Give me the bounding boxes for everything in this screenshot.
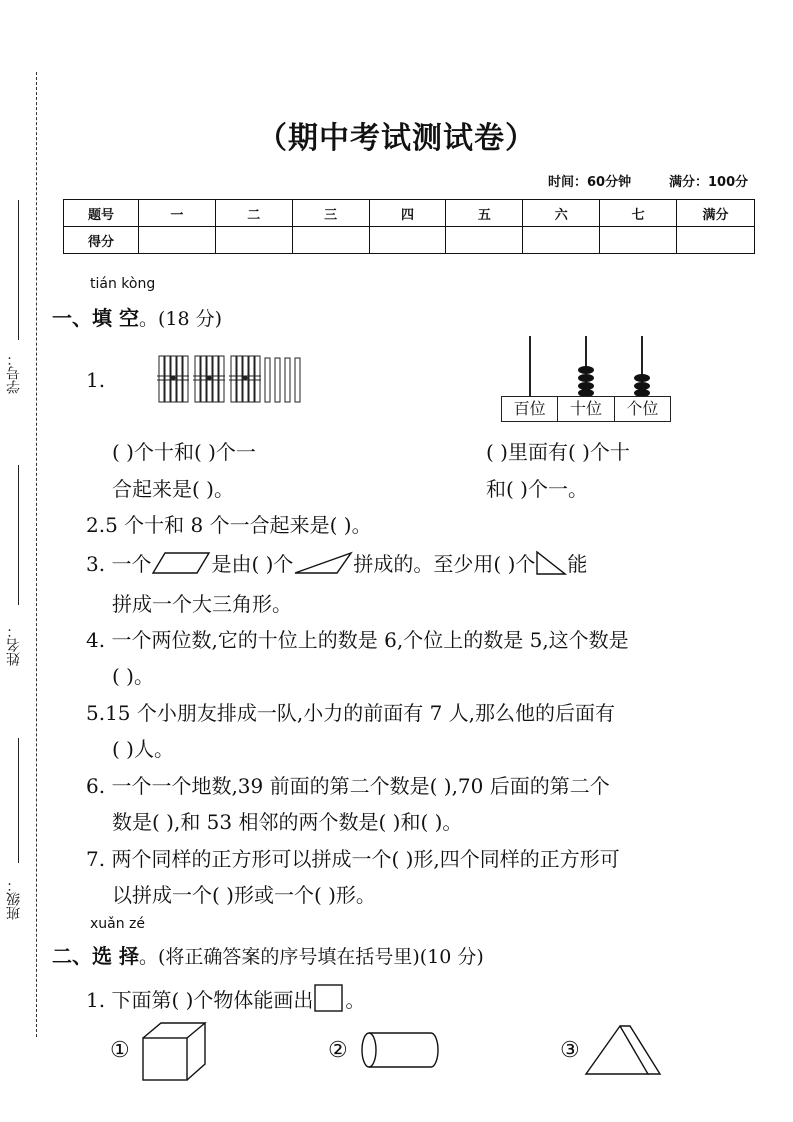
cylinder-icon xyxy=(359,1030,441,1072)
option-1-label: ① xyxy=(110,1038,130,1063)
square-icon xyxy=(313,983,345,1013)
section2-pinyin: xuǎn zé xyxy=(90,916,146,932)
table-cell: 题号 xyxy=(64,200,139,227)
q7-line1: 7. 两个同样的正方形可以拼成一个( )形,四个同样的正方形可 xyxy=(86,847,620,871)
class-label: 班级： xyxy=(6,878,22,920)
stick-bundle-1 xyxy=(157,356,189,402)
q3-part-c: 拼成的。至少用( )个 xyxy=(353,552,536,576)
q5-line2: ( )人。 xyxy=(112,737,174,761)
triangular-prism-icon xyxy=(584,1022,664,1078)
place-label-ones: 个位 xyxy=(626,399,659,418)
stick-bundle-2 xyxy=(193,356,225,402)
section2-points: 。(将正确答案的序号填在括号里)(10 分) xyxy=(138,946,484,968)
q1-left-line1: ( )个十和( )个一 xyxy=(112,440,256,464)
score-table xyxy=(63,199,755,254)
table-cell: 六 xyxy=(523,200,600,227)
s2-q1-end: 。 xyxy=(345,988,366,1012)
score-input-cell[interactable] xyxy=(600,227,677,254)
score-input-cell[interactable] xyxy=(292,227,369,254)
table-cell: 得分 xyxy=(64,227,139,254)
q2-text: 2.5 个十和 8 个一合起来是( )。 xyxy=(86,513,372,537)
score-input-cell[interactable] xyxy=(523,227,600,254)
exam-time: 时间：60分钟 xyxy=(548,175,632,190)
q3-part-a: 3. 一个 xyxy=(86,552,152,576)
place-label-hundreds: 百位 xyxy=(502,397,558,421)
s2-q1-text: 1. 下面第( )个物体能画出 xyxy=(86,988,314,1012)
q1-left-line2: 合起来是( )。 xyxy=(112,477,234,501)
student-id-rule xyxy=(18,200,19,340)
table-cell: 二 xyxy=(215,200,292,227)
score-table-score-row xyxy=(64,227,755,254)
right-triangle-icon xyxy=(535,550,567,576)
abacus-illustration xyxy=(501,336,671,424)
q1-right-line2: 和( )个一。 xyxy=(486,477,588,501)
full-score: 满分：100分 xyxy=(669,175,749,190)
section1-title: 一、填 空 xyxy=(52,306,139,330)
place-label-tens: 十位 xyxy=(558,397,614,421)
stick-bundles-illustration xyxy=(157,352,309,408)
q3-line2: 拼成一个大三角形。 xyxy=(112,592,292,616)
option-3-label: ③ xyxy=(560,1038,580,1063)
stick-bundle-3 xyxy=(229,356,261,402)
section1-pinyin: tián kòng xyxy=(90,276,156,292)
score-input-cell[interactable] xyxy=(369,227,446,254)
q4-line1: 4. 一个两位数,它的十位上的数是 6,个位上的数是 5,这个数是 xyxy=(86,628,629,652)
page-title: （期中考试测试卷） xyxy=(257,121,536,156)
score-input-cell[interactable] xyxy=(677,227,755,254)
class-rule xyxy=(18,738,19,863)
score-table-header-row xyxy=(64,200,755,227)
table-cell: 三 xyxy=(292,200,369,227)
section2-heading xyxy=(52,940,484,969)
q6-line1: 6. 一个一个地数,39 前面的第二个数是( ),70 后面的第二个 xyxy=(86,774,610,798)
parallelogram-icon xyxy=(151,551,211,575)
binding-dashed-line xyxy=(36,72,37,1037)
q1-right-line1: ( )里面有( )个十 xyxy=(486,440,630,464)
score-input-cell[interactable] xyxy=(215,227,292,254)
name-rule xyxy=(18,465,19,605)
option-2-label: ② xyxy=(328,1038,348,1063)
section1-heading xyxy=(52,302,222,331)
table-cell: 四 xyxy=(369,200,446,227)
section2-title: 二、选 择 xyxy=(52,944,139,968)
cube-icon xyxy=(140,1020,210,1082)
q3-part-b: 是由( )个 xyxy=(211,552,294,576)
q3-line1 xyxy=(86,548,587,577)
score-input-cell[interactable] xyxy=(446,227,523,254)
single-sticks xyxy=(265,358,300,402)
name-label: 姓名： xyxy=(6,624,22,666)
q5-line1: 5.15 个小朋友排成一队,小力的前面有 7 人,那么他的后面有 xyxy=(86,701,616,725)
abacus-place-labels xyxy=(501,396,671,422)
table-cell: 七 xyxy=(600,200,677,227)
q3-part-d: 能 xyxy=(567,552,588,576)
s2-q1-line xyxy=(86,983,365,1013)
thin-triangle-icon xyxy=(293,551,353,575)
table-cell: 五 xyxy=(446,200,523,227)
q4-line2: ( )。 xyxy=(112,664,154,688)
table-cell: 一 xyxy=(138,200,215,227)
student-id-label: 学号： xyxy=(6,352,22,394)
score-input-cell[interactable] xyxy=(138,227,215,254)
q1-number: 1. xyxy=(86,368,106,392)
table-cell: 满分 xyxy=(677,200,755,227)
section1-points: 。(18 分) xyxy=(138,308,223,330)
q6-line2: 数是( ),和 53 相邻的两个数是( )和( )。 xyxy=(112,810,463,834)
q7-line2: 以拼成一个( )形或一个( )形。 xyxy=(112,883,376,907)
abacus-beads xyxy=(501,336,671,398)
